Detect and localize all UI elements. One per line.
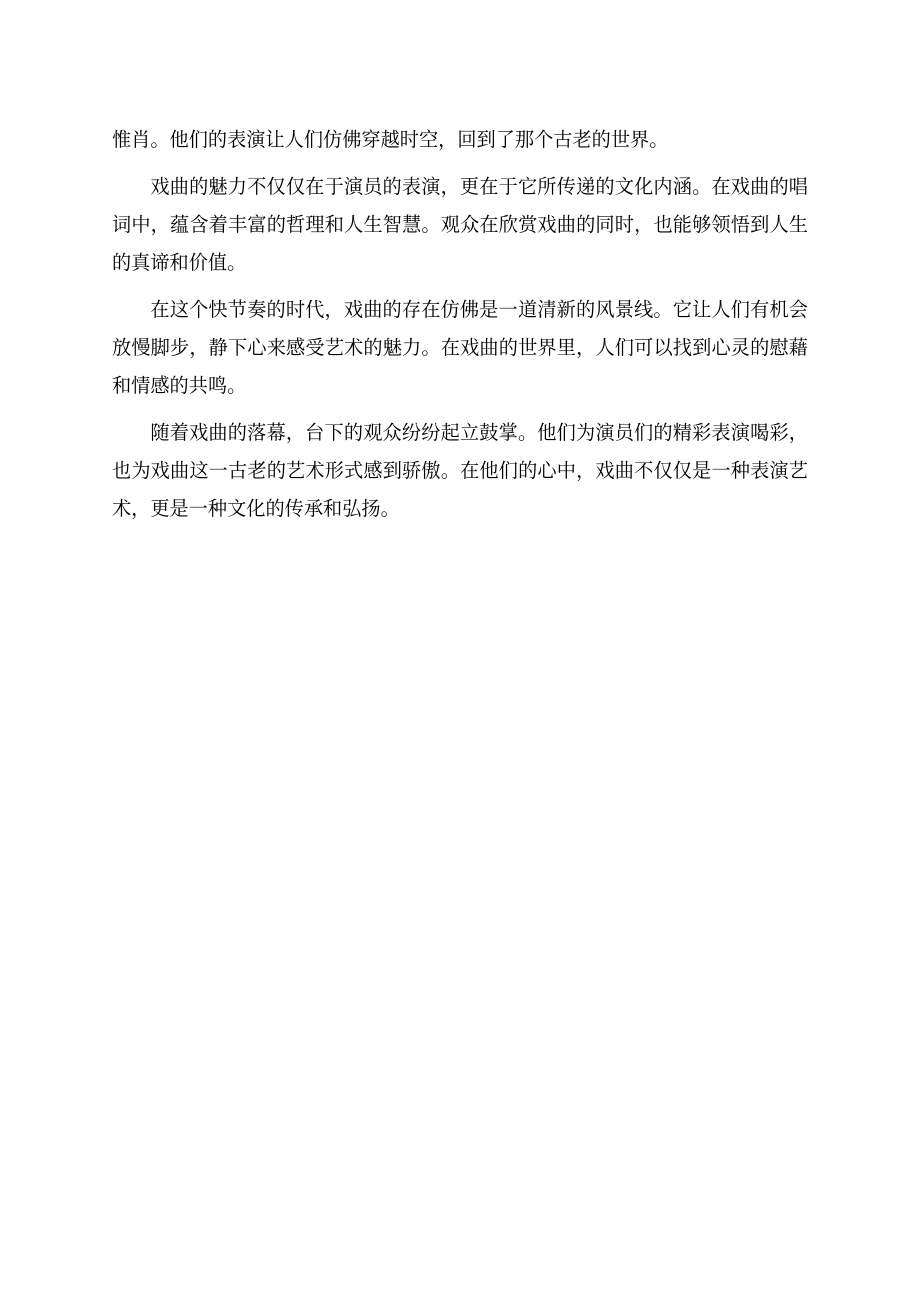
paragraph-curtain-fall: 随着戏曲的落幕，台下的观众纷纷起立鼓掌。他们为演员们的精彩表演喝彩，也为戏曲这一古老的艺术形式感到骄傲。在他们的心中，戏曲不仅仅是一种表演艺术，更是一种文化的传承和弘扬。 [112,421,808,520]
paragraph-continued: 惟肖。他们的表演让人们仿佛穿越时空，回到了那个古老的世界。 [112,128,669,151]
document-body [112,121,808,537]
paragraph-opera-charm: 戏曲的魅力不仅仅在于演员的表演，更在于它所传递的文化内涵。在戏曲的唱词中，蕴含着丰富的哲理和人生智慧。观众在欣赏戏曲的同时，也能够领悟到人生的真谛和价值。 [112,175,808,274]
paragraph-fast-paced-era: 在这个快节奏的时代，戏曲的存在仿佛是一道清新的风景线。它让人们有机会放慢脚步，静下心来感受艺术的魅力。在戏曲的世界里，人们可以找到心灵的慰藉和情感的共鸣。 [112,298,808,397]
